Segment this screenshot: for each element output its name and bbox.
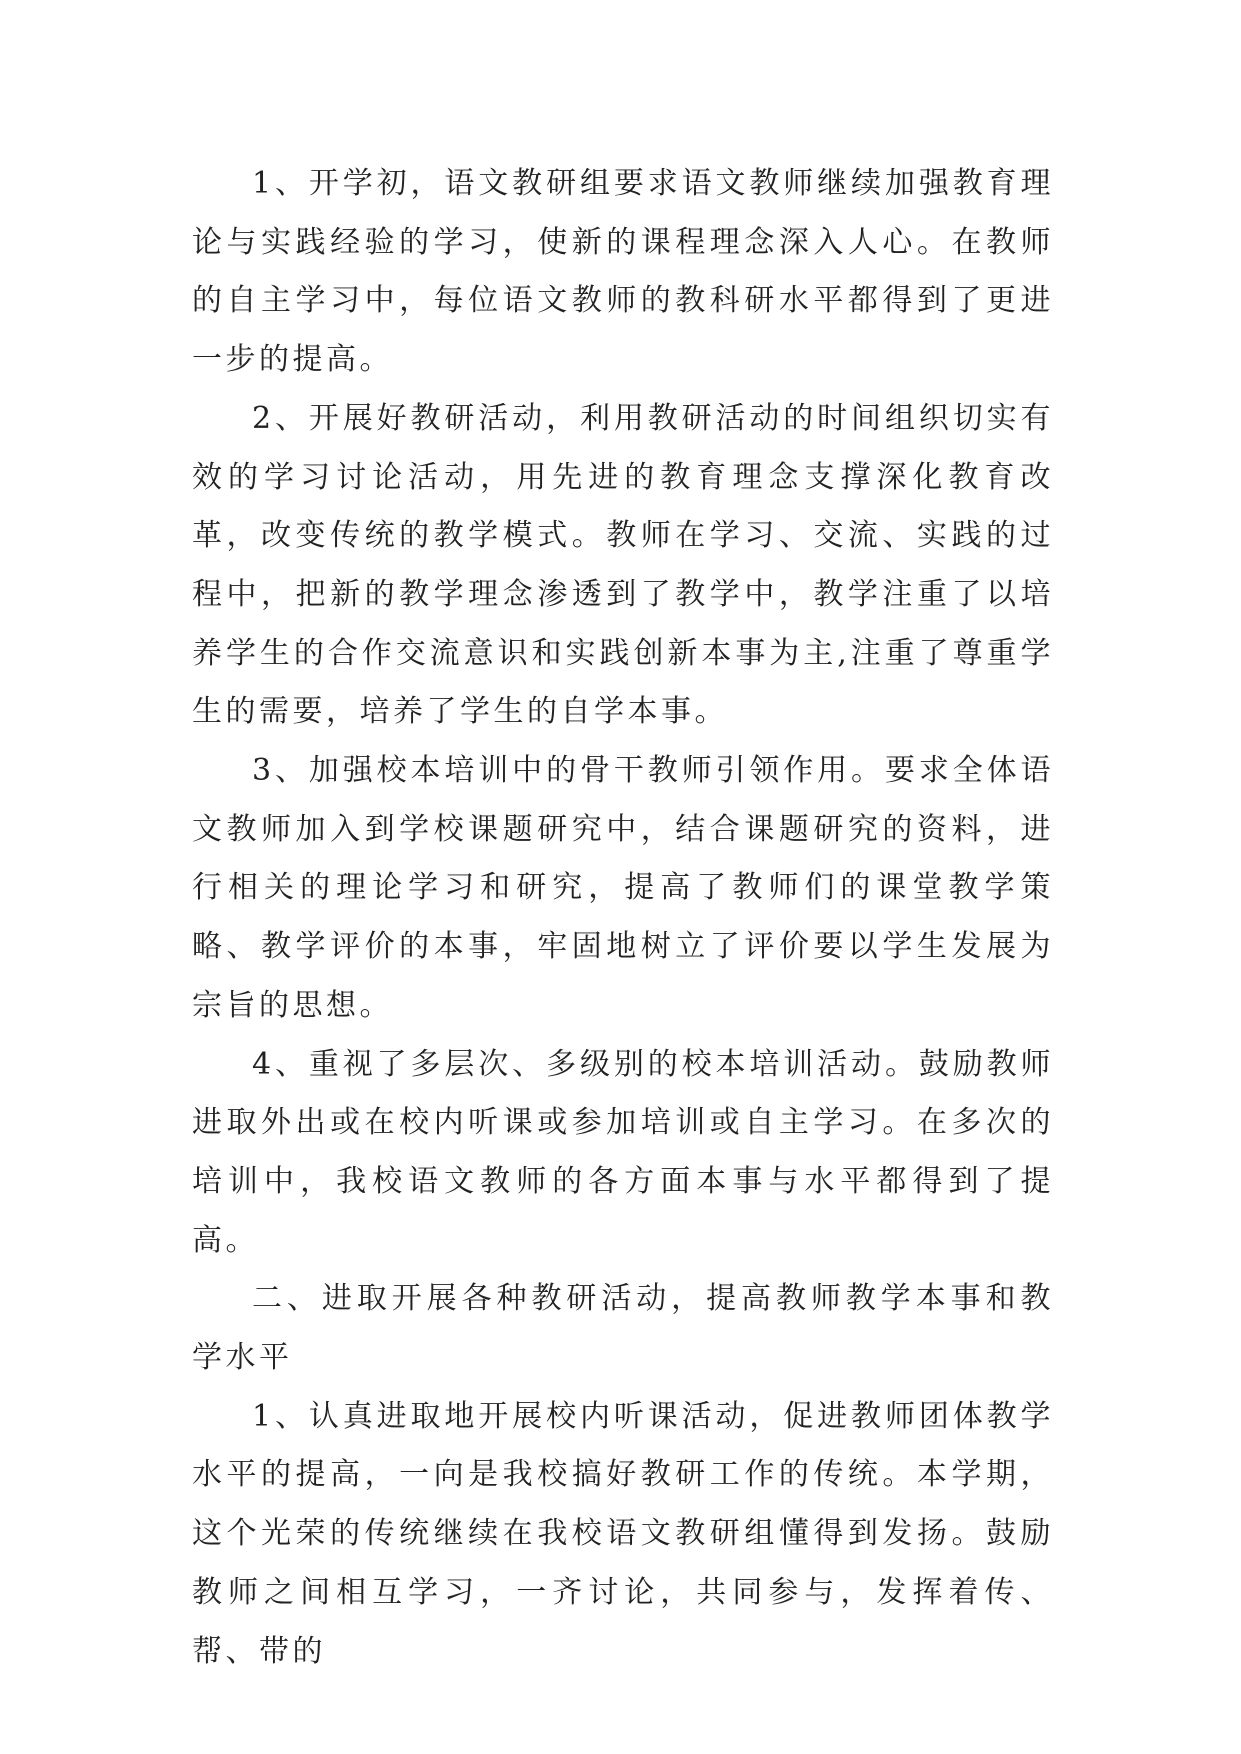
paragraph-5: 1、认真进取地开展校内听课活动，促进教师团体教学水平的提高，一向是我校搞好教研工作的传统。本学期，这个光荣的传统继续在我校语文教研组懂得到发扬。鼓励教师之间相互学习，一齐讨论，共同参与，发挥着传、帮、带的: [192, 1398, 1054, 1669]
section-heading: 二、进取开展各种教研活动，提高教师教学本事和教学水平: [192, 1281, 1054, 1376]
paragraph-1: 1、开学初，语文教研组要求语文教师继续加强教育理论与实践经验的学习，使新的课程理念深入人心。在教师的自主学习中，每位语文教师的教科研水平都得到了更进一步的提高。: [192, 166, 1054, 378]
paragraph-2: 2、开展好教研活动，利用教研活动的时间组织切实有效的学习讨论活动，用先进的教育理念支撑深化教育改革，改变传统的教学模式。教师在学习、交流、实践的过程中，把新的教学理念渗透到了教学中，教学注重了以培养学生的合作交流意识和实践创新本事为主,注重了尊重学生的需要，培养了学生的自学本事。: [192, 400, 1054, 730]
paragraph-4: 4、重视了多层次、多级别的校本培训活动。鼓励教师进取外出或在校内听课或参加培训或自主学习。在多次的培训中，我校语文教师的各方面本事与水平都得到了提高。: [192, 1046, 1054, 1258]
document-body: [192, 155, 1054, 1681]
paragraph-3: 3、加强校本培训中的骨干教师引领作用。要求全体语文教师加入到学校课题研究中，结合课题研究的资料，进行相关的理论学习和研究，提高了教师们的课堂教学策略、教学评价的本事，牢固地树立了评价要以学生发展为宗旨的思想。: [192, 753, 1054, 1023]
